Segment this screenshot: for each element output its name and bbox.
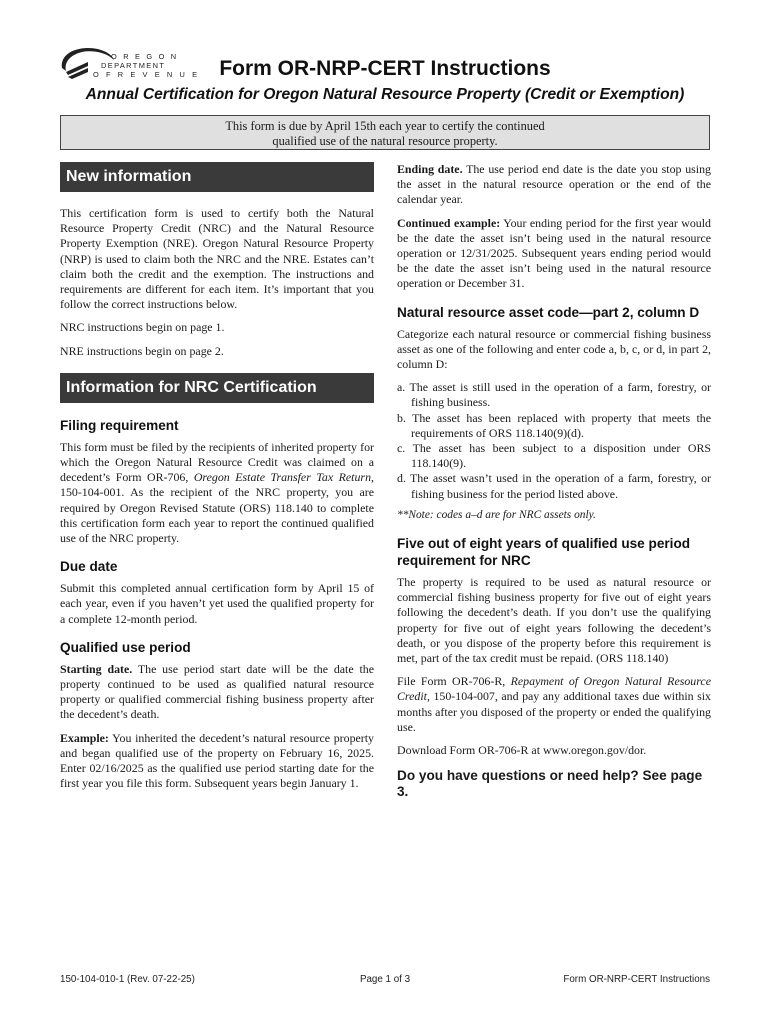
asset-code-list [397, 380, 711, 502]
continued-example-paragraph: Continued example: Your ending period for the first year would be the date the asset isn’t being used in the natural resource operation or 12/31/2025. Subsequent years ending period would be the date the asset isn’t being used in the natural resource operation or December 31. [397, 215, 711, 291]
nrc-pages-note: NRC instructions begin on page 1. [60, 320, 225, 335]
file-form-paragraph: File Form OR-706-R, Repayment of Oregon Natural Resource Credit, 150-104-007, and pay any additional taxes due within six months after you disposed of the property or ended the qualifying use. [397, 674, 711, 734]
list-item: a. The asset is still used in the operation of a farm, forestry, or fishing business. [397, 380, 711, 410]
asset-code-heading: Natural resource asset code—part 2, column D [397, 304, 700, 320]
qualified-use-heading: Qualified use period [60, 639, 191, 655]
five-of-eight-heading: Five out of eight years of qualified use period requirement for NRC [397, 536, 691, 569]
due-date-heading: Due date [60, 559, 118, 575]
right-column [397, 162, 711, 799]
filing-requirement-paragraph: This form must be filed by the recipients of inherited property for which the Oregon Natural Resource Credit was claimed on a decedent’s Form OR-706, Oregon Estate Transfer Tax Return, 150-104-001. As the recipient of the NRC property, you are required by Oregon Revised Statute (ORS) 118.140 to complete this certification form each year to report the continued qualified use of the NRC property. [60, 439, 374, 546]
new-info-paragraph: This certification form is used to certify both the Natural Resource Property Credit (NRC) and the Natural Resource Property Exemption (NRE). Oregon Natural Resource Property (NRP) is used to claim both the NRC and the NRE. Estates can’t claim both the credit and the exemption. The instructions and requirements are different for each item. It’s important that you follow the correct instructions below. [60, 206, 374, 312]
due-notice-line-2: qualified use of the natural resource property. [272, 134, 498, 148]
due-date-paragraph: Submit this completed annual certification form by April 15 of each year, even if you haven’t yet used the qualified property for a complete 12-month period. [60, 581, 374, 626]
footer-form-number: 150-104-010-1 (Rev. 07-22-25) [60, 974, 195, 985]
logo-line-department: DEPARTMENT [101, 61, 166, 70]
nre-pages-note: NRE instructions begin on page 2. [60, 343, 224, 358]
logo-line-oregon: O R E G O N [111, 52, 179, 61]
starting-date-paragraph: Starting date. The use period start date will be the date the property continued to be used as qualified natural resource property or qualified commercial fishing business property after the decedent’s death. [60, 661, 374, 722]
nrc-certification-banner: Information for NRC Certification [60, 373, 374, 403]
download-paragraph: Download Form OR-706-R at www.oregon.gov/dor. [397, 743, 647, 758]
page-title: Form OR-NRP-CERT Instructions [219, 57, 551, 80]
due-notice-box [60, 115, 710, 150]
list-item: b. The asset has been replaced with property that meets the requirements of ORS 118.140(9)(d). [397, 410, 711, 440]
ending-date-paragraph: Ending date. The use period end date is the date you stop using the asset in the natural resource operation or the end of the calendar year. [397, 162, 711, 207]
filing-requirement-heading: Filing requirement [60, 417, 179, 433]
help-callout: Do you have questions or need help? See page 3. [397, 768, 703, 799]
left-column [60, 162, 374, 799]
footer-form-title: Form OR-NRP-CERT Instructions [563, 974, 710, 985]
logo-line-revenue: O F R E V E N U E [93, 70, 200, 79]
page-subtitle: Annual Certification for Oregon Natural Resource Property (Credit or Exemption) [85, 86, 685, 103]
footer-page-number: Page 1 of 3 [359, 974, 411, 985]
list-item: d. The asset wasn’t used in the operation of a farm, forestry, or fishing business for the period listed above. [397, 471, 711, 501]
five-of-eight-paragraph: The property is required to be used as natural resource or commercial fishing business property for five out of eight years following the decedent’s death. If you don’t use the qualifying property for five out of eight years following the decedent’s death, or you dispose of the property before this requirement is met, part of the tax credit must be repaid. (ORS 118.140) [397, 575, 711, 666]
new-information-banner: New information [60, 162, 374, 192]
codes-note: **Note: codes a–d are for NRC assets only. [397, 508, 596, 521]
example-paragraph: Example: You inherited the decedent’s natural resource property and began qualified use of the property on February 16, 2025. Enter 02/16/2025 as the qualified use period starting date for the first year you file this form. Subsequent years begin January 1. [60, 730, 374, 791]
asset-code-paragraph: Categorize each natural resource or commercial fishing business asset as one of the following and enter code a, b, c, or d, in part 2, column D: [397, 326, 711, 372]
list-item: c. The asset has been subject to a disposition under ORS 118.140(9). [397, 441, 711, 471]
due-notice-line-1: This form is due by April 15th each year to certify the continued [225, 119, 545, 133]
